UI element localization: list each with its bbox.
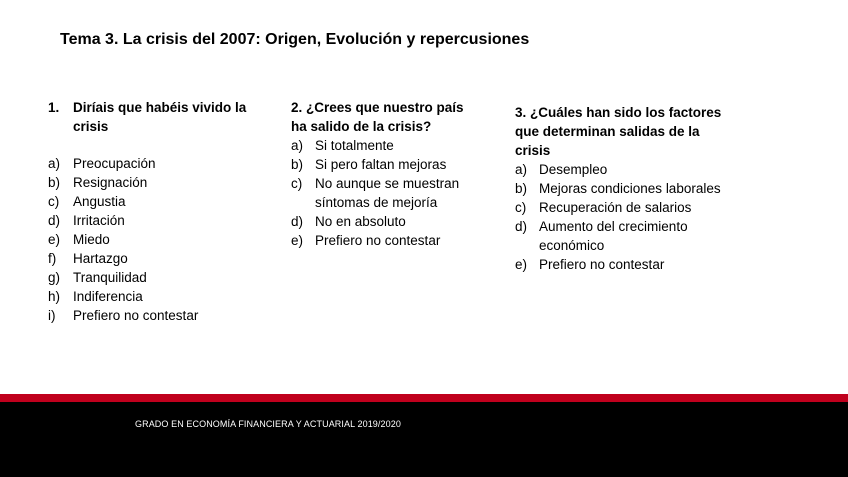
option-text: Tranquilidad	[73, 270, 147, 285]
option-text: Angustia	[73, 194, 126, 209]
option-text: No en absoluto	[315, 214, 406, 229]
option-letter: c)	[48, 194, 60, 209]
option-letter: i)	[48, 308, 56, 323]
list-item	[48, 211, 268, 230]
option-letter: c)	[515, 200, 527, 215]
list-item	[515, 160, 725, 179]
slide-title: Tema 3. La crisis del 2007: Origen, Evolución y repercusiones	[60, 31, 530, 48]
footer-text: GRADO EN ECONOMÍA FINANCIERA Y ACTUARIAL 2019/2020	[135, 419, 401, 429]
option-letter: g)	[48, 270, 61, 285]
option-text: Preocupación	[73, 156, 156, 171]
list-item	[291, 174, 481, 212]
list-item	[48, 306, 268, 325]
question-3	[515, 103, 725, 274]
option-text: Hartazgo	[73, 251, 128, 266]
question-1-heading	[48, 98, 268, 136]
question-1-text: Diríais que habéis vivido la crisis	[73, 100, 247, 134]
option-text: Recuperación de salarios	[539, 200, 692, 215]
option-letter: a)	[291, 138, 304, 153]
question-1	[48, 98, 268, 325]
list-item	[48, 249, 268, 268]
list-item	[291, 155, 481, 174]
list-item	[515, 217, 725, 255]
option-text: No aunque se muestran síntomas de mejoría	[315, 176, 460, 210]
option-text: Desempleo	[539, 162, 608, 177]
option-letter: b)	[48, 175, 61, 190]
list-item	[48, 287, 268, 306]
option-text: Resignación	[73, 175, 148, 190]
option-letter: d)	[515, 219, 528, 234]
accent-bar	[0, 394, 848, 402]
list-item	[48, 230, 268, 249]
question-2-heading: 2. ¿Crees que nuestro país ha salido de la crisis?	[291, 100, 464, 134]
list-item	[515, 198, 725, 217]
option-text: Prefiero no contestar	[73, 308, 199, 323]
list-item	[48, 154, 268, 173]
option-letter: b)	[291, 157, 304, 172]
option-letter: b)	[515, 181, 528, 196]
list-item	[48, 192, 268, 211]
option-letter: a)	[515, 162, 528, 177]
option-text: Prefiero no contestar	[539, 257, 665, 272]
question-2	[291, 98, 481, 250]
option-letter: e)	[515, 257, 528, 272]
option-letter: c)	[291, 176, 303, 191]
option-text: Indiferencia	[73, 289, 143, 304]
option-letter: e)	[48, 232, 61, 247]
option-text: Irritación	[73, 213, 125, 228]
option-text: Mejoras condiciones laborales	[539, 181, 721, 196]
option-letter: d)	[48, 213, 61, 228]
option-text: Si pero faltan mejoras	[315, 157, 447, 172]
option-letter: d)	[291, 214, 304, 229]
question-3-heading: 3. ¿Cuáles han sido los factores que determinan salidas de la crisis	[515, 105, 722, 158]
option-letter: a)	[48, 156, 61, 171]
option-text: Prefiero no contestar	[315, 233, 441, 248]
option-text: Si totalmente	[315, 138, 394, 153]
list-item	[291, 231, 481, 250]
list-item	[291, 212, 481, 231]
list-item	[515, 179, 725, 198]
list-item	[48, 173, 268, 192]
list-item	[48, 268, 268, 287]
list-item	[515, 255, 725, 274]
option-text: Miedo	[73, 232, 110, 247]
list-item	[291, 136, 481, 155]
option-text: Aumento del crecimiento económico	[539, 219, 688, 253]
option-letter: e)	[291, 233, 304, 248]
footer	[0, 402, 848, 477]
option-letter: h)	[48, 289, 61, 304]
option-letter: f)	[48, 251, 57, 266]
question-1-number: 1.	[48, 100, 60, 115]
